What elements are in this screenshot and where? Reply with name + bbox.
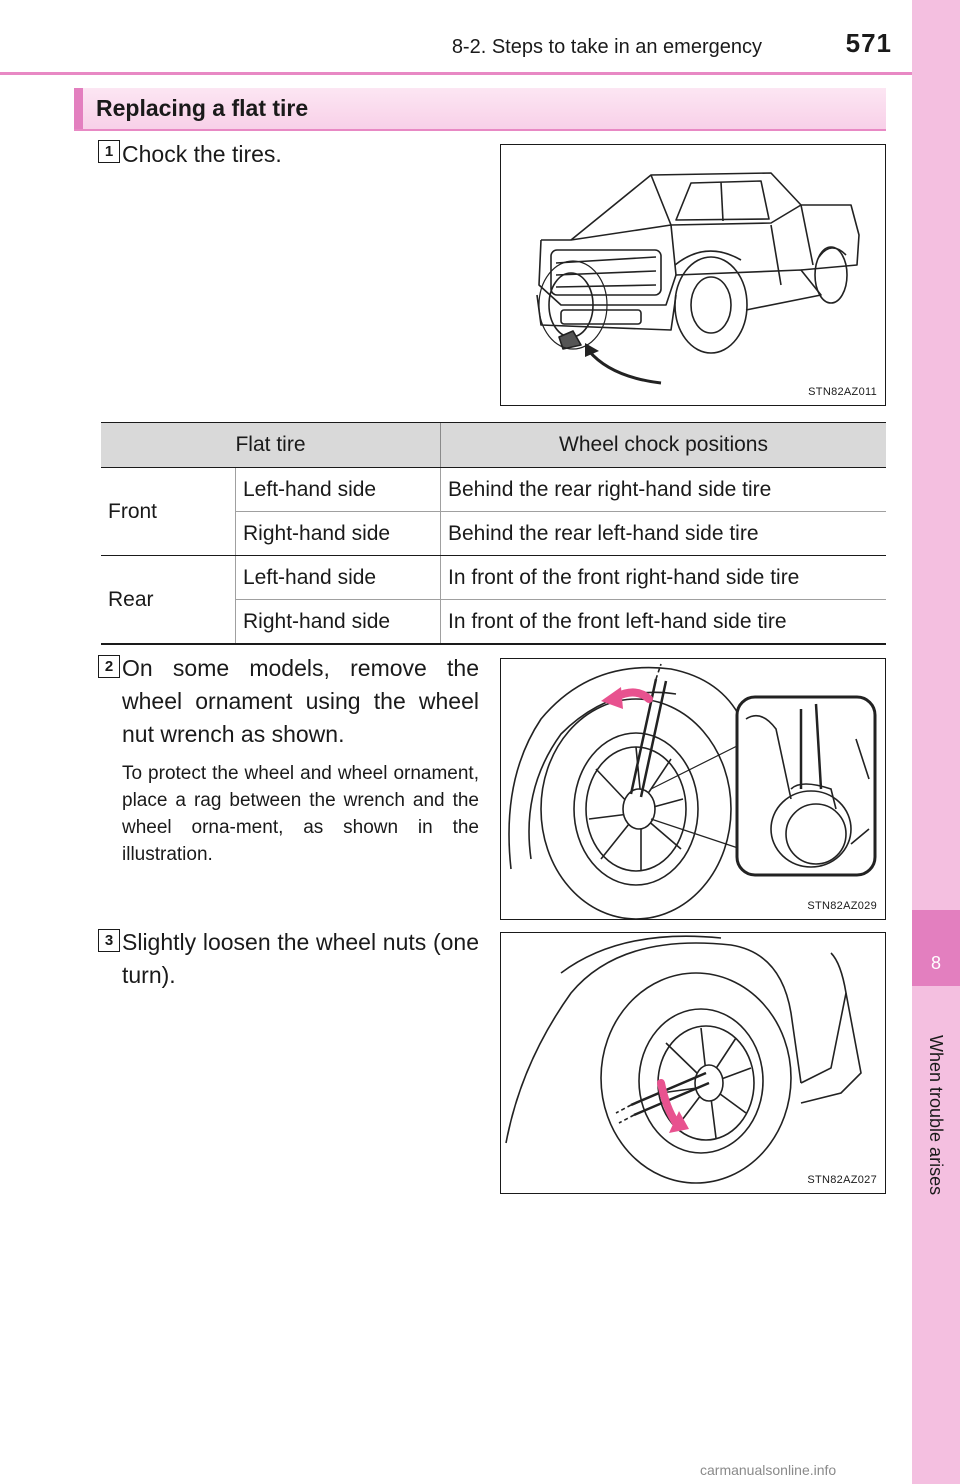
table-header-chock-positions: Wheel chock positions <box>441 423 887 468</box>
section-title-underline <box>74 129 886 131</box>
chapter-number: 8 <box>930 953 941 973</box>
footer-watermark: carmanualsonline.info <box>700 1462 837 1478</box>
table-cell-side: Right-hand side <box>236 600 441 645</box>
step-1-badge: 1 <box>98 140 120 163</box>
loosen-nuts-illustration <box>500 932 886 1194</box>
loosen-nuts-drawing <box>501 933 885 1193</box>
truck-drawing <box>501 145 885 405</box>
chapter-number-block <box>912 910 960 986</box>
section-reference: 8-2. Steps to take in an emergency <box>451 36 762 58</box>
section-title: Replacing a flat tire <box>96 95 309 121</box>
wheel-chock-table <box>101 422 886 645</box>
step-2-text: On some models, remove the wheel ornament using the wheel nut wrench as shown. <box>122 655 479 747</box>
table-cell-position: In front of the front left-hand side tire <box>441 600 887 645</box>
step-2-note: To protect the wheel and wheel ornament, place a rag between the wrench and the wheel orna-ment, as shown in the illustration. <box>122 763 479 865</box>
figure-code: STN82AZ029 <box>807 900 877 912</box>
table-group-label: Rear <box>101 556 236 645</box>
step-3-badge: 3 <box>98 929 120 952</box>
step-2-badge: 2 <box>98 655 120 678</box>
page-number: 571 <box>845 28 892 58</box>
table-row <box>101 556 886 600</box>
table-cell-side: Right-hand side <box>236 512 441 556</box>
header-rule <box>0 72 912 75</box>
wheel-ornament-drawing <box>501 659 885 919</box>
table-row <box>101 468 886 512</box>
figure-code: STN82AZ027 <box>807 1174 877 1186</box>
truck-chock-illustration <box>500 144 886 406</box>
step-3-text: Slightly loosen the wheel nuts (one turn). <box>122 929 479 988</box>
figure-code: STN82AZ011 <box>808 386 877 398</box>
chapter-side-tab <box>912 0 960 1484</box>
step-1-text: Chock the tires. <box>122 141 282 167</box>
wheel-ornament-illustration <box>500 658 886 920</box>
table-cell-side: Left-hand side <box>236 468 441 512</box>
table-cell-position: Behind the rear right-hand side tire <box>441 468 887 512</box>
table-cell-position: Behind the rear left-hand side tire <box>441 512 887 556</box>
table-header-flat-tire: Flat tire <box>101 423 441 468</box>
chapter-label: When trouble arises <box>926 1034 946 1196</box>
table-cell-side: Left-hand side <box>236 556 441 600</box>
table-group-label: Front <box>101 468 236 556</box>
table-cell-position: In front of the front right-hand side tire <box>441 556 887 600</box>
